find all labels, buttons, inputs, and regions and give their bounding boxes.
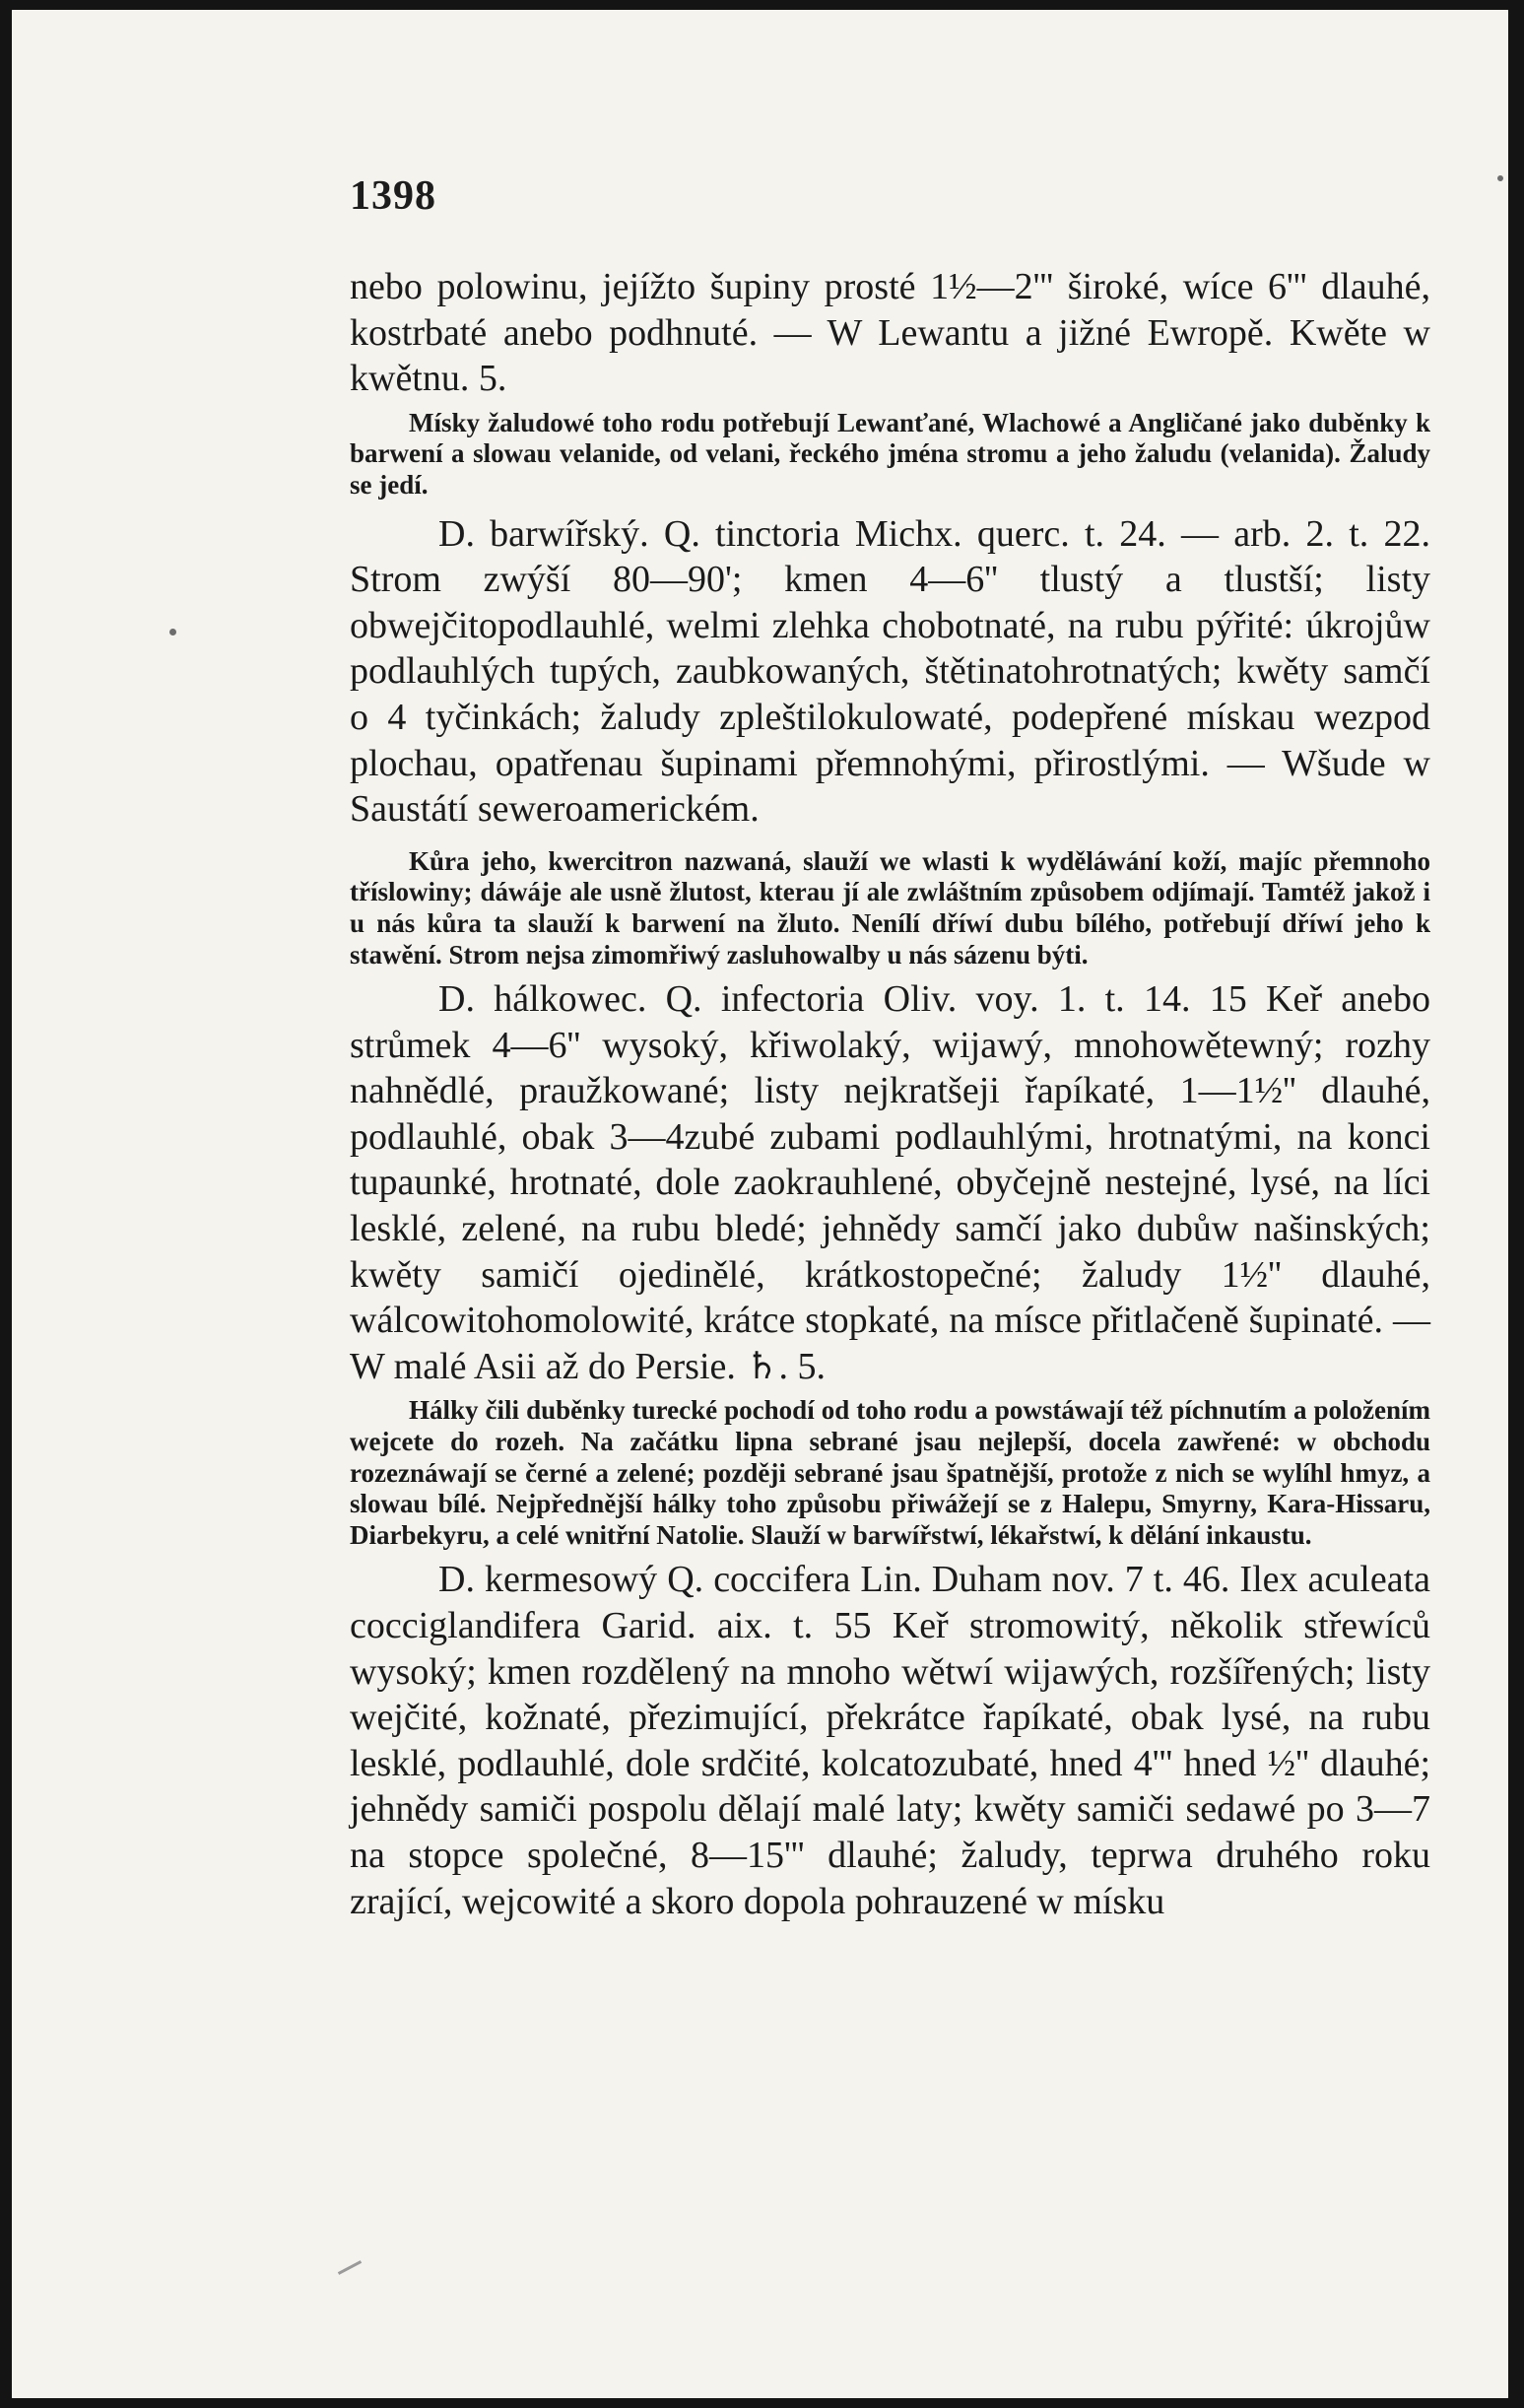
scratch-mark bbox=[338, 2260, 362, 2275]
speck-mark bbox=[1497, 175, 1503, 181]
speck-mark bbox=[169, 629, 176, 635]
paragraph-body-2: D. barwířský. Q. tinctoria Michx. querc. t. 24. — arb. 2. t. 22. Strom zwýší 80—90'; kmen 4—6'' tlustý a tlustší; listy obwejčitopodlauhlé, welmi zlehka chobotnaté, na rubu pýřité: úkrojůw podlauhlých tupých, zaubkowaných, štětinatohrotnatých; kwěty samčí o 4 tyčinkách; žaludy zpleštilokulowaté, podepřené mískau wezpod plochau, opatřenau šupinami přemnohými, přirostlými. — Wšude w Saustátí seweroamerickém. bbox=[350, 512, 1430, 831]
paragraph-body-3: D. hálkowec. Q. infectoria Oliv. voy. 1. t. 14. 15 Keř anebo strůmek 4—6'' wysoký, křiwolaký, wijawý, mnohowětewný; rozhy nahnědlé, praužkowané; listy nejkratšeji řapíkaté, 1—1½'' dlauhé, podlauhlé, obak 3—4zubé zubami podlauhlými, hrotnatými, na konci tupaunké, hrotnaté, dole zaokrauhlené, obyčejně nestejné, lysé, na líci lesklé, zelené, na rubu bledé; jehnědy samčí jako dubůw našinských; kwěty samičí ojedinělé, krátkostopečné; žaludy 1½'' dlauhé, wálcowitohomolowité, krátce stopkaté, na mísce přitlačeně šupinaté. — W malé Asii až do Persie. ♄. 5. bbox=[350, 978, 1430, 1387]
paragraph-body-1: nebo polowinu, jejížto šupiny prosté 1½—2''' široké, wíce 6''' dlauhé, kostrbaté anebo podhnuté. — W Lewantu a jižné Ewropě. Kwěte w kwětnu. 5. bbox=[350, 266, 1430, 400]
paragraph-body-4: D. kermesowý Q. coccifera Lin. Duham nov. 7 t. 46. Ilex aculeata cocciglandifera Garid. aix. t. 55 Keř stromowitý, několik střewíců wysoký; kmen rozdělený na mnoho wětwí wijawých, rozšířených; listy wejčité, kožnaté, přezimující, překrátce řapíkaté, obak lysé, na rubu lesklé, podlauhlé, dole srdčité, kolcatozubaté, hned 4''' hned ½'' dlauhé; jehnědy samiči pospolu dělají malé laty; kwěty samiči sedawé po 3—7 na stopce společné, 8—15''' dlauhé; žaludy, teprwa druhého roku zrající, wejcowité a skoro dopola pohrauzené w mísku bbox=[350, 1559, 1430, 1922]
paragraph-note-2: Kůra jeho, kwercitron nazwaná, slauží we wlasti k wyděláwání koží, majíc přemnoho tříslowiny; dáwáje ale usně žlutost, kterau jí ale zwláštním způsobem odjímají. Tamtéž jakož i u nás kůra ta slauží k barwení na žluto. Nenílí dříwí dubu bílého, potřebují dříwí jeho k stawění. Strom nejsa zimomřiwý zasluhowalby u nás sázenu býti. bbox=[350, 845, 1430, 970]
paragraph-note-1: Mísky žaludowé toho rodu potřebují Lewanťané, Wlachowé a Angličané jako duběnky k barwení a slowau velanide, od velani, řeckého jména stromu a jeho žaludu (velanida). Žaludy se jedí. bbox=[350, 407, 1430, 500]
paragraph-note-3: Hálky čili duběnky turecké pochodí od toho rodu a powstáwají též píchnutím a položením wejcete do rozeh. Na začátku lipna sebrané jsau nejlepší, docela zawřené: w obchodu rozeznáwají se černé a zelené; později sebrané jsau špatnější, protože z nich se wylíhl hmyz, a slowau bílé. Nejpřednější hálky toho způsobu přiwážejí se z Halepu, Smyrny, Kara-Hissaru, Diarbekyru, a celé wnitřní Natolie. Slauží w barwířstwí, lékařstwí, k dělání inkaustu. bbox=[350, 1395, 1430, 1550]
text-column bbox=[350, 264, 1430, 1924]
book-page bbox=[12, 10, 1508, 2398]
page-number: 1398 bbox=[350, 173, 436, 219]
